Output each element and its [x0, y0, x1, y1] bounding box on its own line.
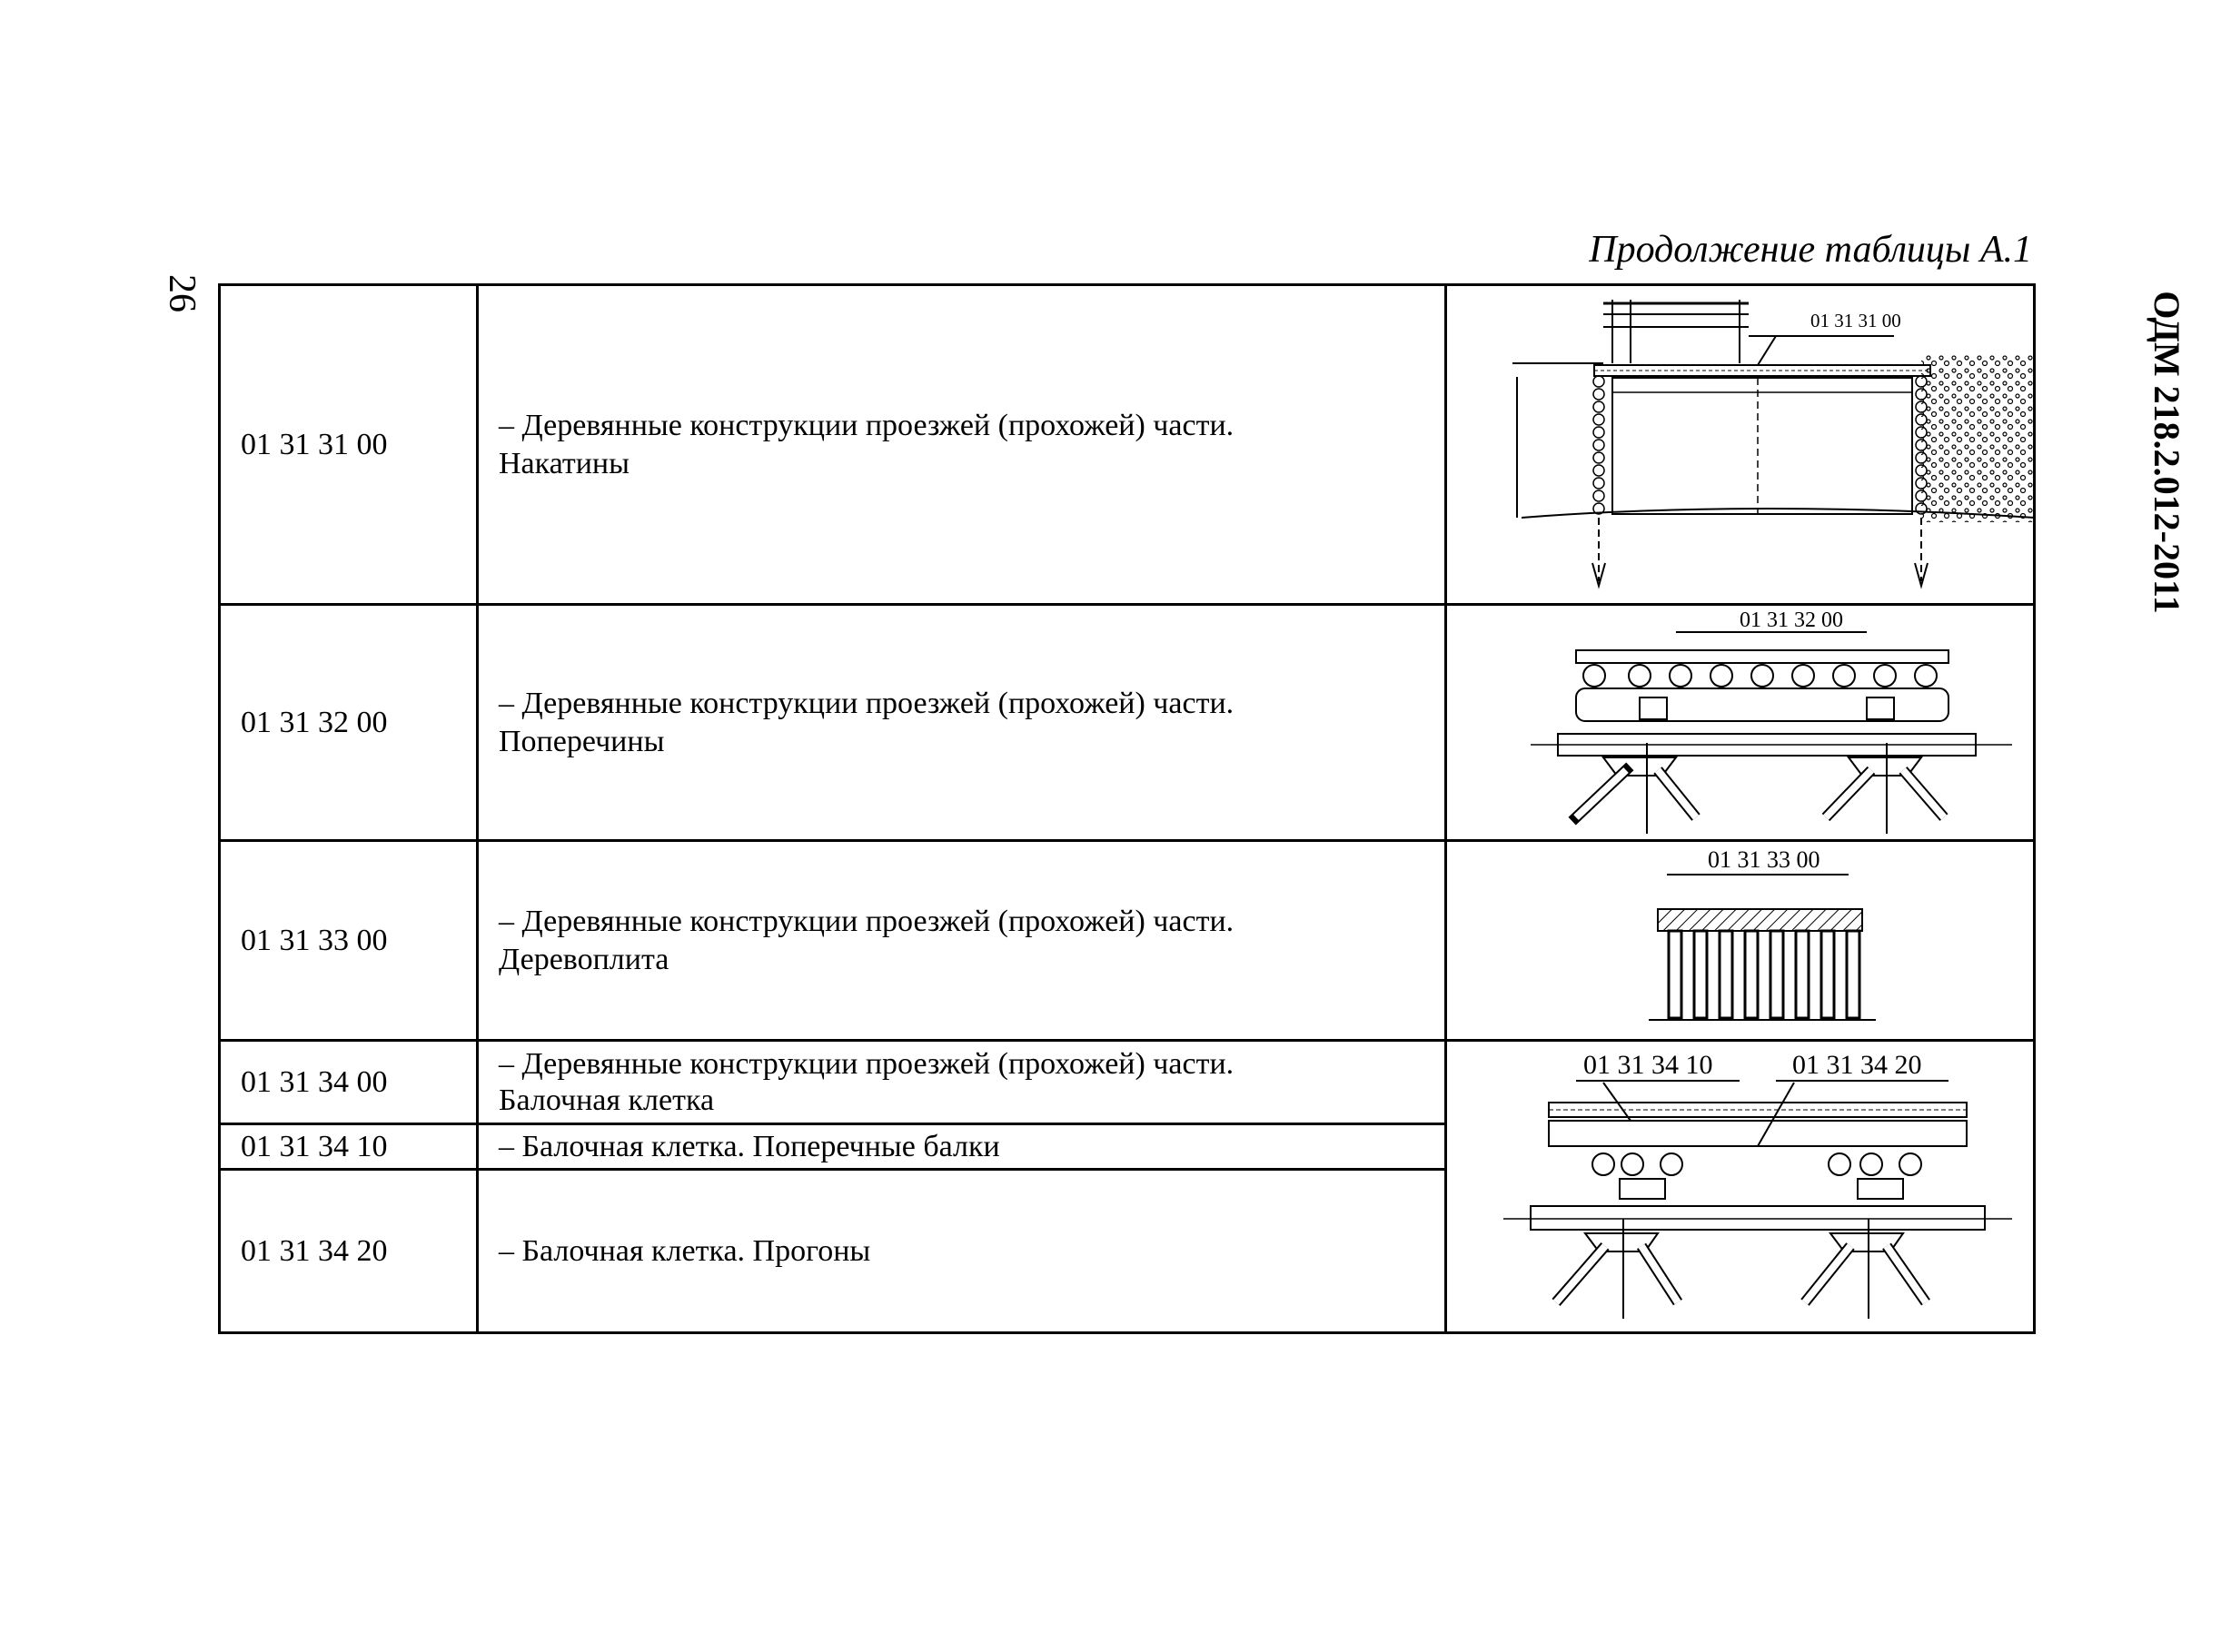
cap-beam — [1531, 1206, 1985, 1230]
figure-label: 01 31 34 20 — [1792, 1049, 1922, 1080]
row-code: 01 31 31 00 — [220, 285, 478, 605]
description-line: – Деревянные конструкции проезжей (прохожей) части. — [499, 408, 1234, 442]
table-caption: Продолжение таблицы А.1 — [1589, 229, 2032, 271]
row-code: 01 31 32 00 — [220, 605, 478, 841]
description-line: – Деревянные конструкции проезжей (прохожей) части. — [499, 904, 1234, 938]
description-line: Балочная клетка — [499, 1083, 715, 1117]
row-description — [478, 1124, 1446, 1170]
row-description — [478, 1041, 1446, 1124]
figure-label: 01 31 34 10 — [1583, 1049, 1713, 1080]
wood-slab-drawing — [1467, 844, 2048, 1038]
figure-cell — [1446, 841, 2035, 1041]
description-line: – Балочная клетка. Поперечные балки — [499, 1129, 1000, 1163]
figure-label: 01 31 33 00 — [1708, 846, 1820, 873]
figure-cell — [1446, 605, 2035, 841]
row-description — [478, 605, 1446, 841]
description-line: Накатины — [499, 446, 630, 480]
embankment-right — [1921, 354, 2035, 522]
document-id: ОДМ 218.2.012-2011 — [2147, 291, 2187, 614]
log-stack-left — [1593, 376, 1604, 514]
slab-top — [1658, 909, 1862, 931]
row-code: 01 31 33 00 — [220, 841, 478, 1041]
description-line: Деревоплита — [499, 942, 669, 976]
row-description — [478, 285, 1446, 605]
row-description — [478, 841, 1446, 1041]
table-row — [220, 605, 2035, 841]
description-line: Поперечины — [499, 724, 665, 758]
page-number: 26 — [161, 274, 203, 312]
description-line: – Деревянные конструкции проезжей (прохожей) части. — [499, 1046, 1234, 1081]
decking-drawing — [1467, 291, 2048, 599]
row-code: 01 31 34 10 — [220, 1124, 478, 1170]
figure-cell — [1446, 1041, 2035, 1333]
stringer — [1576, 688, 1948, 721]
figure-label: 01 31 32 00 — [1740, 608, 1843, 632]
table-row — [220, 1041, 2035, 1124]
row-code: 01 31 34 20 — [220, 1170, 478, 1333]
row-description — [478, 1170, 1446, 1333]
slab-boards — [1669, 931, 1859, 1018]
description-line: – Деревянные конструкции проезжей (прохожей) части. — [499, 686, 1234, 720]
table-row — [220, 285, 2035, 605]
figure-label: 01 31 31 00 — [1810, 309, 1901, 331]
crossties-drawing — [1467, 607, 2048, 839]
rail — [1576, 650, 1948, 663]
description-line: – Балочная клетка. Прогоны — [499, 1233, 871, 1268]
figure-cell — [1446, 285, 2035, 605]
classification-table — [218, 283, 2036, 1334]
cross-beam — [1549, 1121, 1967, 1146]
span-box — [1612, 378, 1912, 514]
row-code: 01 31 34 00 — [220, 1041, 478, 1124]
crosstie-row — [1583, 665, 1937, 687]
stringers — [1592, 1153, 1921, 1199]
beam-grid-drawing — [1467, 1046, 2048, 1328]
table-row — [220, 841, 2035, 1041]
